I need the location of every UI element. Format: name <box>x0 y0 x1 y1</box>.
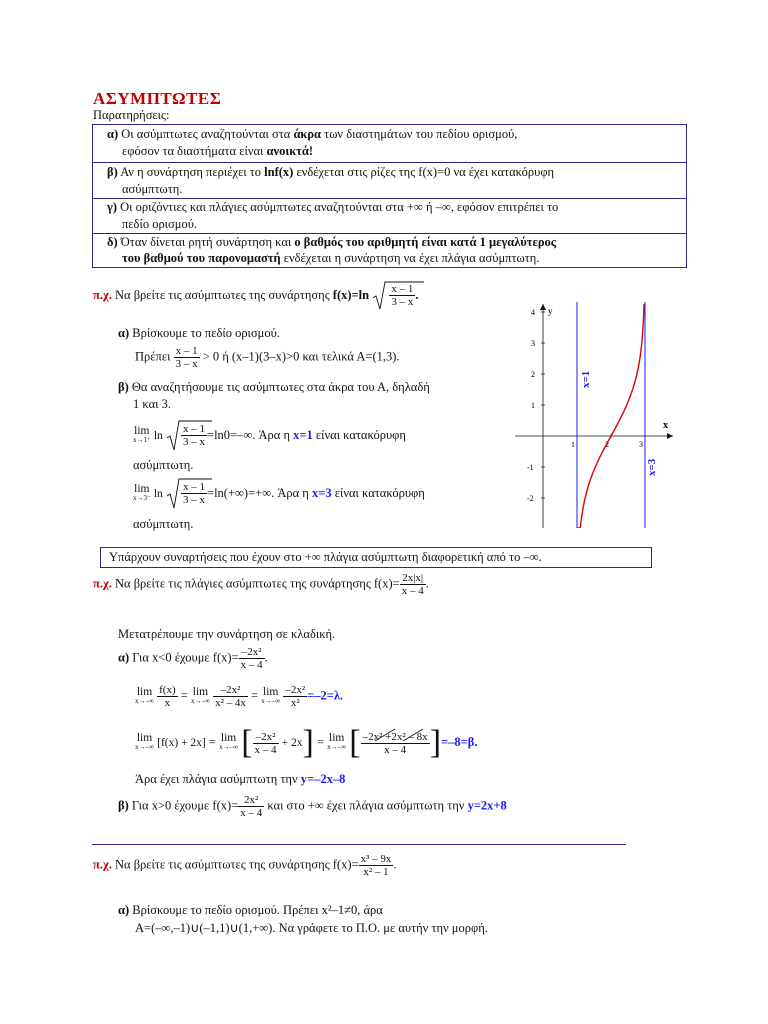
numerator: –2x² +2x² – 8x <box>362 730 428 743</box>
denominator: 3 – x <box>175 358 198 370</box>
ln-word: ln <box>153 487 163 500</box>
note-bold: lnf(x) <box>264 165 294 179</box>
example-label: π.χ. <box>93 576 112 591</box>
bracket-expression: [f(x) + 2x] <box>157 736 206 749</box>
fraction <box>239 646 265 671</box>
denominator: x – 4 <box>401 585 424 597</box>
example-1-prompt: π.χ. Να βρείτε τις ασύμπτωτες της συνάρτησης f(x)=ln $\frac{x - 1}{3 - x}$ . <box>93 281 418 311</box>
limit-result: =ln0=–∞. Άρα η <box>207 427 294 442</box>
x-tick-label: 2 <box>605 440 609 449</box>
limit-text: είναι κατακόρυφη <box>312 427 406 442</box>
note-bold: του βαθμού του παρονομαστή <box>122 251 281 265</box>
y-tick-label: 2 <box>531 370 535 379</box>
note-text: Οι οριζόντιες και πλάγιες ασύμπτωτες αναζητούνται στα +∞ ή –∞, εφόσον επιτρέπει το <box>120 200 559 214</box>
lim-sub: x→–∞ <box>190 696 210 705</box>
denominator: x – 4 <box>240 807 263 819</box>
note-text: των διαστημάτων του πεδίου ορισμού, <box>321 127 518 141</box>
example-label: π.χ. <box>93 287 112 302</box>
example-label: π.χ. <box>93 857 112 872</box>
limit-text: ασύμπτωτη. <box>133 517 194 531</box>
step-text: Θα αναζητήσουμε τις ασύμπτωτες στα άκρα του Α, δηλαδή <box>128 380 430 394</box>
y-tick-label: 3 <box>531 339 535 348</box>
lim-sub: x→3⁻ <box>133 494 151 502</box>
note-text: ενδέχεται στις ρίζες της f(x)=0 να έχει κατακόρυφη <box>293 165 555 179</box>
fraction <box>181 423 207 448</box>
fraction <box>253 731 279 756</box>
note-letter: α) <box>107 127 119 141</box>
numerator: 2x² <box>244 794 259 806</box>
limit-operator <box>135 685 154 706</box>
example-3-prompt: π.χ. Να βρείτε τις ασύμπτωτες της συνάρτησης f(x)= $\frac{\text{x³ – 9x}}{\text{x² – 1}}$ . <box>93 853 397 878</box>
numerator: x – 1 <box>391 282 414 295</box>
limit-operator <box>190 685 210 706</box>
step-text: Άρα έχει πλάγια ασύμπτωτη την <box>135 772 301 786</box>
note-bold: ανοικτά! <box>266 144 314 158</box>
denominator: x – 4 <box>240 659 263 671</box>
denominator: x – 4 <box>254 743 277 756</box>
lim-word: lim <box>220 732 237 744</box>
section-divider <box>92 844 626 845</box>
note-bold: ο βαθμός του αριθμητή είναι κατά 1 μεγαλύτερος <box>294 235 557 249</box>
step-text: Για x>0 έχουμε f(x)= <box>128 798 239 813</box>
note-text: Όταν δίνεται ρητή συνάρτηση και <box>120 235 295 249</box>
denominator: 3 – x <box>183 435 206 448</box>
lim-word: lim <box>263 685 279 698</box>
fraction <box>361 731 430 756</box>
ex1-step-a <box>118 326 280 341</box>
step-letter: β) <box>118 380 129 394</box>
y-axis-label: y <box>548 306 553 316</box>
step-text: Βρίσκουμε το πεδίο ορισμού. Πρέπει x²–1≠0, άρα <box>129 903 383 917</box>
denominator: x² – 4x <box>215 697 246 709</box>
numerator: –2x² <box>285 684 306 696</box>
step-text: Βρίσκουμε το πεδίο ορισμού. <box>129 326 280 340</box>
note-text: εφόσον τα διαστήματα είναι <box>122 144 267 158</box>
example-text: Να βρείτε τις ασύμπτωτες της συνάρτησης f(x)= <box>111 857 359 872</box>
limit-operator <box>327 734 346 752</box>
lim-word: lim <box>329 732 345 744</box>
ex3-step-a <box>118 903 383 918</box>
graph-ticks <box>527 308 645 503</box>
numerator: –2x² <box>220 684 241 696</box>
lim-sub: x→–∞ <box>135 743 154 751</box>
denominator: 3 – x <box>183 493 206 506</box>
x-tick-label: 3 <box>639 440 643 449</box>
fraction <box>213 684 248 709</box>
ex2-limit-beta: lim x→–∞ [f(x) + 2x] = lim x→–∞ [ $\frac{\text{–2x²}}{x - 4}$ + 2x] = lim x→–∞ [ $\frac{\text{–2x² +2x² – 8x}}{x - 4}$ ]=–8=β. <box>135 724 478 761</box>
y-tick-label: 4 <box>531 308 535 317</box>
note-letter: β) <box>107 165 118 179</box>
graph-curve <box>577 304 644 528</box>
lim-sub: x→–∞ <box>135 696 154 705</box>
numerator: 2x|x| <box>402 572 424 584</box>
step-text: και στο +∞ έχει πλάγια ασύμπτωτη την <box>264 798 468 813</box>
fraction <box>238 794 264 819</box>
note-text: Αν η συνάρτηση περιέχει το <box>120 165 265 179</box>
lim-sub: x→–∞ <box>261 696 281 705</box>
y-tick-label: 1 <box>531 401 535 410</box>
note-text: Οι ασύμπτωτες αναζητούνται στα <box>121 127 294 141</box>
asymptote-label: x=3 <box>646 458 658 476</box>
step-letter: α) <box>118 903 130 917</box>
fraction <box>157 684 178 709</box>
asymptote-x3: x=3 <box>311 485 332 500</box>
ex2-step-b <box>118 794 507 819</box>
oblique-asymptote-neg: y=–2x–8 <box>300 772 346 786</box>
denominator: x <box>157 696 178 709</box>
lim-word: lim <box>136 685 153 698</box>
ln-word: ln <box>153 429 163 442</box>
limit-operator <box>219 734 238 752</box>
fraction <box>181 481 207 506</box>
note-letter: δ) <box>107 235 118 249</box>
page-title: ΑΣΥΜΠΤΩΤΕΣ <box>93 89 222 108</box>
step-letter: β) <box>118 798 129 813</box>
fraction <box>359 853 394 878</box>
limit-operator <box>133 485 151 503</box>
ex1-limit-2 <box>133 478 425 510</box>
callout-text: Υπάρχουν συναρτήσεις που έχουν στο +∞ πλάγια ασύμπτωτη διαφορετική από το –∞. <box>109 550 542 564</box>
ex3-domain: Α=(–∞,–1)∪(–1,1)∪(1,+∞). Να γράφετε το Π.Ο. με αυτήν την μορφή. <box>135 921 488 935</box>
step-letter: α) <box>118 326 130 340</box>
numerator: –2x² <box>255 730 276 743</box>
lim-sub: x→1⁺ <box>133 436 151 444</box>
note-text: πεδίο ορισμού. <box>122 217 198 231</box>
note-d <box>93 233 686 267</box>
y-axis-arrow <box>540 304 546 310</box>
fraction <box>400 572 426 597</box>
note-c <box>93 198 686 234</box>
numerator: –2x² <box>241 646 262 658</box>
beta-result: =–8=β. <box>441 734 478 749</box>
x-tick-label: 1 <box>571 440 575 449</box>
fraction <box>389 283 415 308</box>
lim-word: lim <box>136 732 153 744</box>
function-name: f(x)=ln <box>332 287 370 302</box>
numerator: x – 1 <box>183 422 206 435</box>
function-graph <box>515 300 677 528</box>
ex2-step-a: α) Για x<0 έχουμε f(x)= $\frac{\text{–2x²}}{x - 4}$ . <box>118 646 268 671</box>
step-letter: α) <box>118 650 130 665</box>
example-text: Να βρείτε τις πλάγιες ασύμπτωτες της συνάρτησης f(x)= <box>111 576 400 591</box>
x-axis-label: x <box>663 420 668 431</box>
prepei-text: Πρέπει <box>135 349 171 364</box>
limit-text: ασύμπτωτη. <box>133 458 194 472</box>
denominator: x² – 1 <box>359 865 394 878</box>
lim-word: lim <box>134 483 150 495</box>
note-text: ενδέχεται η συνάρτηση να έχει πλάγια ασύμπτωτη. <box>280 251 540 265</box>
ex2-convert-text: Μετατρέπουμε την συνάρτηση σε κλαδική. <box>118 627 336 641</box>
ex1-step-b <box>118 380 430 395</box>
notes-heading: Παρατηρήσεις: <box>93 108 170 122</box>
note-letter: γ) <box>107 200 118 214</box>
fraction <box>283 684 307 709</box>
lim-word: lim <box>134 425 150 437</box>
lim-sub: x→–∞ <box>327 743 347 751</box>
graph-asymptotes <box>577 302 658 528</box>
condition-text: > 0 ή (x–1)(3–x)>0 και τελικά Α=(1,3). <box>202 349 400 364</box>
y-tick-label: -1 <box>527 463 534 472</box>
limit-text: είναι κατακόρυφη <box>331 485 425 500</box>
example-text: Να βρείτε τις ασύμπτωτες της συνάρτησης <box>111 287 333 302</box>
add-term: + 2x <box>281 736 303 749</box>
note-bold: άκρα <box>293 127 322 141</box>
oblique-asymptote-pos: y=2x+8 <box>467 798 507 813</box>
numerator: x – 1 <box>183 480 206 493</box>
y-tick-label: -2 <box>527 494 534 503</box>
limit-operator <box>261 685 281 706</box>
example-2-prompt: π.χ. Να βρείτε τις πλάγιες ασύμπτωτες της συνάρτησης f(x)= $\frac{2x|x|}{x - 4}$ . <box>93 572 429 597</box>
denominator: x – 4 <box>361 743 430 756</box>
numerator: f(x) <box>159 684 176 696</box>
step-text: 1 και 3. <box>133 397 171 411</box>
note-text: ασύμπτωτη. <box>122 182 183 196</box>
cancel-strike <box>373 727 433 743</box>
limit-operator <box>133 427 151 445</box>
lambda-result: =–2=λ. <box>307 688 344 703</box>
callout-box <box>100 547 652 568</box>
ex2-oblique-a <box>135 772 345 787</box>
lim-word: lim <box>192 685 209 698</box>
limit-result: =ln(+∞)=+∞. Άρα η <box>207 485 312 500</box>
denominator: x² <box>283 696 307 709</box>
note-a <box>93 125 686 163</box>
notes-box <box>92 124 687 268</box>
condition-fraction <box>174 345 200 370</box>
lim-sub: x→–∞ <box>219 743 239 751</box>
asymptote-x1: x=1 <box>293 427 313 442</box>
ex1-condition <box>135 345 400 370</box>
step-text: Για x<0 έχουμε f(x)= <box>129 650 239 665</box>
numerator: x – 1 <box>175 345 198 357</box>
x-axis-arrow <box>667 433 673 439</box>
numerator: x³ – 9x <box>360 853 392 865</box>
note-b <box>93 162 686 199</box>
ex1-limit-1 <box>133 420 406 452</box>
ex2-limit-lambda: lim x→–∞ $\frac{f(x)}{x}$ = lim x→–∞ $\frac{\text{–2x²}}{\text{x² – 4x}}$ = lim x→–∞ $\frac{\text{–2x²}}{\text{x²}}$ =–2=λ. <box>135 684 344 709</box>
denominator: 3 – x <box>391 295 414 308</box>
asymptote-label: x=1 <box>580 370 592 388</box>
graph-axes <box>515 304 673 528</box>
limit-operator <box>135 734 154 752</box>
